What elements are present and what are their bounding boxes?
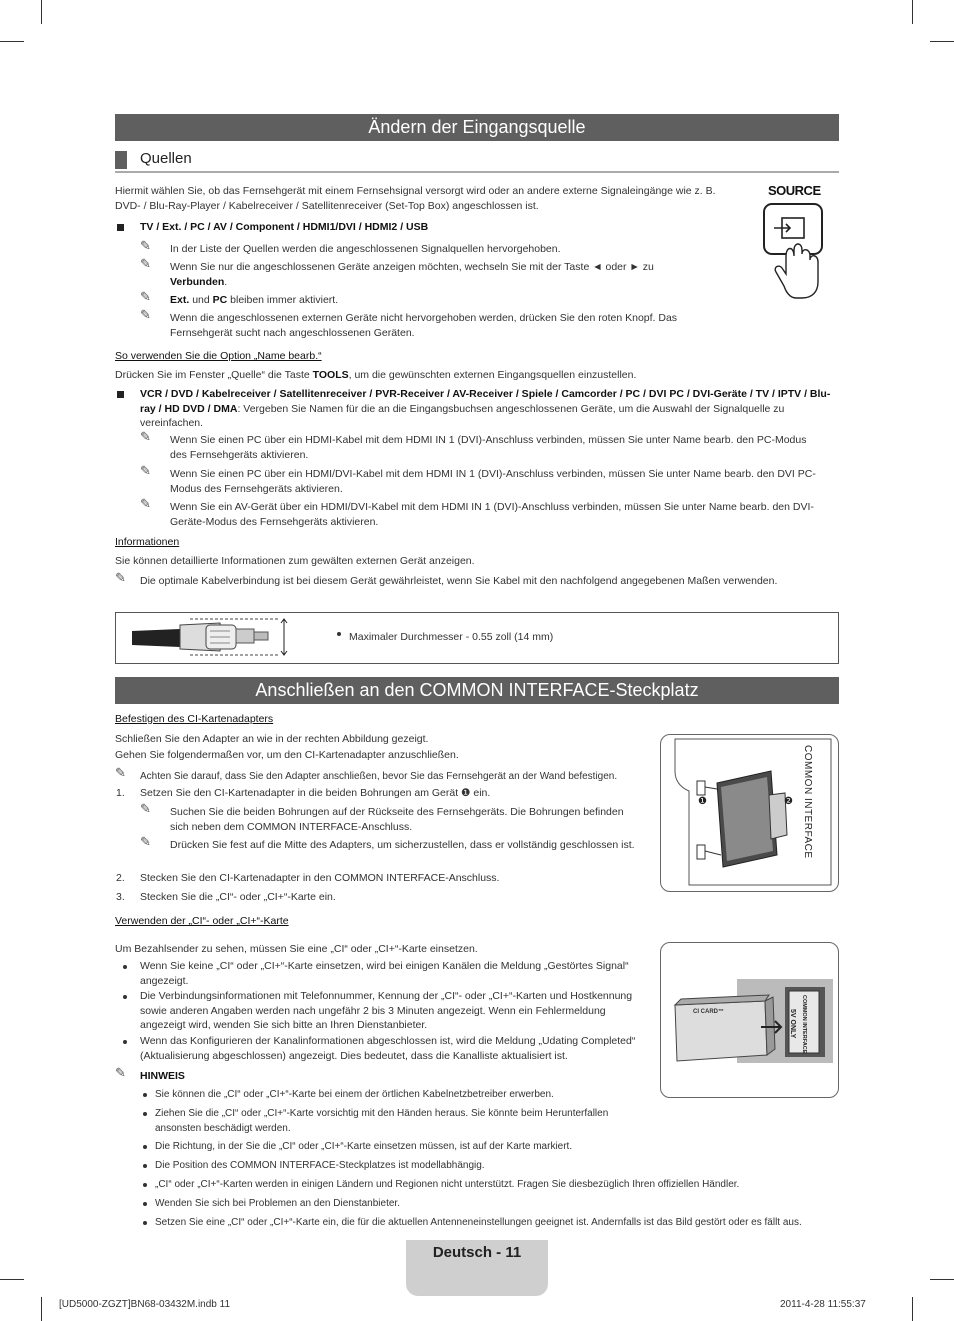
bullet-dot	[143, 1202, 147, 1206]
header-bar	[115, 151, 127, 169]
crop-mark	[930, 1279, 954, 1280]
pencil-icon: ✎	[140, 307, 151, 322]
note-text: Wenn Sie einen PC über ein HDMI-Kabel mit dem HDMI IN 1 (DVI)-Anschluss verbinden, müssen Sie unter Name bearb. den PC-Modus des Fernsehgeräts aktivieren.	[170, 434, 807, 461]
pencil-icon: ✎	[140, 463, 151, 478]
crop-mark	[912, 0, 913, 24]
step-number: 3.	[116, 891, 125, 903]
hinweis-bullet: „CI“ oder „CI+“-Karten werden in einigen Ländern und Regionen nicht unterstützt. Fragen Sie diesbezüglich Ihren offiziellen Händler.	[155, 1179, 740, 1190]
intro-text: Hiermit wählen Sie, ob das Fernsehgerät mit einem Fernsehsignal versorgt wird oder an andere externe Signaleingänge wie z. B. DVD- / Blu-Ray-Player / Kabelreceiver / Satellitenreceiver (Set-Top Box) angeschlossen ist.	[115, 185, 716, 212]
note-text: In der Liste der Quellen werden die angeschlossenen Signalquellen hervorgehoben.	[170, 243, 561, 255]
common-interface-label: COMMON INTERFACE	[802, 745, 813, 859]
pencil-icon: ✎	[115, 1065, 126, 1080]
pencil-icon: ✎	[115, 570, 126, 585]
pencil-icon: ✎	[140, 496, 151, 511]
card-bullet: Wenn das Konfigurieren der Kanalinformationen abgeschlossen ist, wird die Meldung „Udating Completed“ (Aktualisierung abgeschlossen) angezeigt. Dies bedeutet, dass die Kanalliste aktualisiert ist.	[140, 1035, 636, 1062]
hinweis-bullet: Die Richtung, in der Sie die „CI“ oder „CI+“-Karte einsetzen müssen, ist auf der Karte markiert.	[155, 1141, 573, 1152]
rename-list: VCR / DVD / Kabelreceiver / Satellitenreceiver / PVR-Receiver / AV-Receiver / Spiele / Camcorder / PC / DVI PC / DVI-Geräte / TV / IPTV / Blu-ray / HD DVD / DMA: Vergeben Sie Namen für die an die Eingangsbuchsen angeschlossenen Geräte, um die Auswahl der Signalquelle zu vereinfachen.	[140, 388, 831, 429]
bullet-dot	[143, 1183, 147, 1187]
note-text: Wenn Sie ein AV-Gerät über ein HDMI/DVI-Kabel mit dem HDMI IN 1 (DVI)-Anschluss verbinden, müssen Sie unter Name bearb. den DVI-Geräte-Modus des Fernsehgeräts aktivieren.	[170, 501, 814, 528]
adapter-figure	[660, 734, 839, 892]
info-heading: Informationen	[115, 536, 180, 548]
page-number: Deutsch - 11	[432, 1244, 522, 1261]
step-text: Setzen Sie den CI-Kartenadapter in die beiden Bohrungen am Gerät ❶ ein.	[140, 787, 491, 799]
card-bullet: Wenn Sie keine „CI“ oder „CI+“-Karte einsetzen, wird bei einigen Kanälen die Meldung „Gestörtes Signal“ angezeigt.	[140, 960, 629, 987]
note-text: Ext. und PC bleiben immer aktiviert.	[170, 294, 339, 306]
callout-2: ❷	[784, 796, 793, 807]
source-label: SOURCE	[768, 183, 821, 198]
footer-file: [UD5000-ZGZT]BN68-03432M.indb 11	[59, 1299, 231, 1310]
crop-mark	[930, 41, 954, 42]
adapter-heading: Befestigen des CI-Kartenadapters	[115, 713, 274, 725]
pencil-icon: ✎	[140, 256, 151, 271]
section-title: Ändern der Eingangsquelle	[115, 114, 839, 141]
pencil-icon: ✎	[140, 238, 151, 253]
adapter-intro: Gehen Sie folgendermaßen vor, um den CI-Kartenadapter anzuschließen.	[115, 749, 459, 761]
sources-list: TV / Ext. / PC / AV / Component / HDMI1/DVI / HDMI2 / USB	[140, 221, 429, 233]
pencil-icon: ✎	[115, 765, 126, 780]
ci-card-illustration	[661, 943, 838, 1097]
callout-1: ❶	[698, 796, 707, 807]
adapter-intro: Schließen Sie den Adapter an wie in der rechten Abbildung gezeigt.	[115, 733, 429, 745]
page-number-tab	[406, 1240, 548, 1296]
cable-spec: Maximaler Durchmesser - 0.55 zoll (14 mm)	[349, 631, 554, 643]
cable-illustration	[130, 617, 290, 657]
rename-heading: So verwenden Sie die Option „Name bearb.“	[115, 350, 322, 362]
step-number: 2.	[116, 872, 125, 884]
pencil-icon: ✎	[140, 834, 151, 849]
subsection-title: Quellen	[140, 150, 192, 167]
card-heading: Verwenden der „CI“- oder „CI+“-Karte	[115, 915, 289, 927]
crop-mark	[0, 41, 24, 42]
slot-label: COMMON INTERFACE	[801, 995, 807, 1054]
pencil-icon: ✎	[140, 801, 151, 816]
pencil-icon: ✎	[140, 289, 151, 304]
ci-card-figure	[660, 942, 839, 1098]
hinweis-bullet: Ziehen Sie die „CI“ oder „CI+“-Karte vorsichtig mit den Händen heraus. Sie könnte beim Herunterfallen ansonsten beschädigt werden.	[155, 1108, 609, 1134]
cable-spec-box	[115, 612, 839, 664]
bullet-dot	[143, 1145, 147, 1149]
note-text: Wenn Sie nur die angeschlossenen Geräte anzeigen möchten, wechseln Sie mit der Taste ◄ oder ► zu Verbunden.	[170, 261, 654, 288]
hinweis-bullet: Setzen Sie eine „CI“ oder „CI+“-Karte ein, die für die aktuellen Antenneneinstellungen geeignet ist. Andernfalls ist das Bild gestört oder es fällt aus.	[155, 1217, 802, 1228]
ci-card-label: CI CARD™	[693, 1009, 724, 1015]
bullet-dot	[337, 632, 341, 636]
footer-date: 2011-4-28 11:55:37	[780, 1299, 866, 1310]
note-text: Wenn Sie einen PC über ein HDMI/DVI-Kabel mit dem HDMI IN 1 (DVI)-Anschluss verbinden, müssen Sie unter Name bearb. den DVI PC-Modus des Fernsehgeräts aktivieren.	[170, 468, 816, 495]
hinweis-bullet: Wenden Sie sich bei Problemen an den Dienstanbieter.	[155, 1198, 400, 1209]
note-text: Suchen Sie die beiden Bohrungen auf der Rückseite des Fernsehgeräts. Die Bohrungen befinden sich neben dem COMMON INTERFACE-Anschluss.	[170, 806, 624, 833]
hinweis-bullet: Sie können die „CI“ oder „CI+“-Karte bei einem der örtlichen Kabelnetzbetreiber erwerben.	[155, 1089, 554, 1100]
bullet-dot	[123, 1040, 127, 1044]
crop-mark	[912, 1297, 913, 1321]
info-text: Sie können detaillierte Informationen zum gewälten externen Gerät anzeigen.	[115, 555, 475, 567]
bullet-dot	[123, 965, 127, 969]
rename-intro: Drücken Sie im Fenster „Quelle“ die Taste TOOLS, um die gewünschten externen Eingangsquellen einzustellen.	[115, 369, 637, 381]
subsection-header	[115, 149, 839, 173]
step-text: Stecken Sie die „CI“- oder „CI+“-Karte ein.	[140, 891, 336, 903]
section-title: Anschließen an den COMMON INTERFACE-Steckplatz	[115, 677, 839, 704]
crop-mark	[0, 1279, 24, 1280]
bullet-dot	[143, 1164, 147, 1168]
card-bullet: Die Verbindungsinformationen mit Telefonnummer, Kennung der „CI“- oder „CI+“-Karten und Hostkennung sowie anderen Angaben werden nach ungefähr 2 bis 3 Minuten angezeigt. Wenn ein Fehlermeldung angezeigt wird, wenden Sie sich bitte an Ihren Dienstanbieter.	[140, 990, 633, 1031]
crop-mark	[41, 1297, 42, 1321]
note-text: Drücken Sie fest auf die Mitte des Adapters, um sicherzustellen, dass er vollständig geschlossen ist.	[170, 839, 635, 851]
bullet-square	[117, 391, 124, 398]
slot-voltage-label: 5V ONLY	[789, 1009, 796, 1039]
bullet-dot	[143, 1221, 147, 1225]
note-text: Wenn die angeschlossenen externen Geräte nicht hervorgehoben werden, drücken Sie den roten Knopf. Das Fernsehgerät sucht nach angeschlossenen Geräten.	[170, 312, 678, 339]
hinweis-bullet: Die Position des COMMON INTERFACE-Steckplatzes ist modellabhängig.	[155, 1160, 485, 1171]
bullet-dot	[123, 995, 127, 999]
bullet-dot	[143, 1093, 147, 1097]
step-number: 1.	[116, 787, 125, 799]
step-text: Stecken Sie den CI-Kartenadapter in den COMMON INTERFACE-Anschluss.	[140, 872, 500, 884]
pencil-icon: ✎	[140, 429, 151, 444]
crop-mark	[41, 0, 42, 24]
card-intro: Um Bezahlsender zu sehen, müssen Sie eine „CI“ oder „CI+“-Karte einsetzen.	[115, 943, 478, 955]
hinweis-label: HINWEIS	[140, 1070, 185, 1082]
bullet-square	[117, 224, 124, 231]
adapter-note: Achten Sie darauf, dass Sie den Adapter anschließen, bevor Sie das Fernsehgerät an der Wand befestigen.	[140, 771, 618, 782]
bullet-dot	[143, 1112, 147, 1116]
source-button-icon	[760, 200, 832, 300]
cable-note: Die optimale Kabelverbindung ist bei diesem Gerät gewährleistet, wenn Sie Kabel mit den nachfolgend angegebenen Maßen verwenden.	[140, 575, 778, 587]
